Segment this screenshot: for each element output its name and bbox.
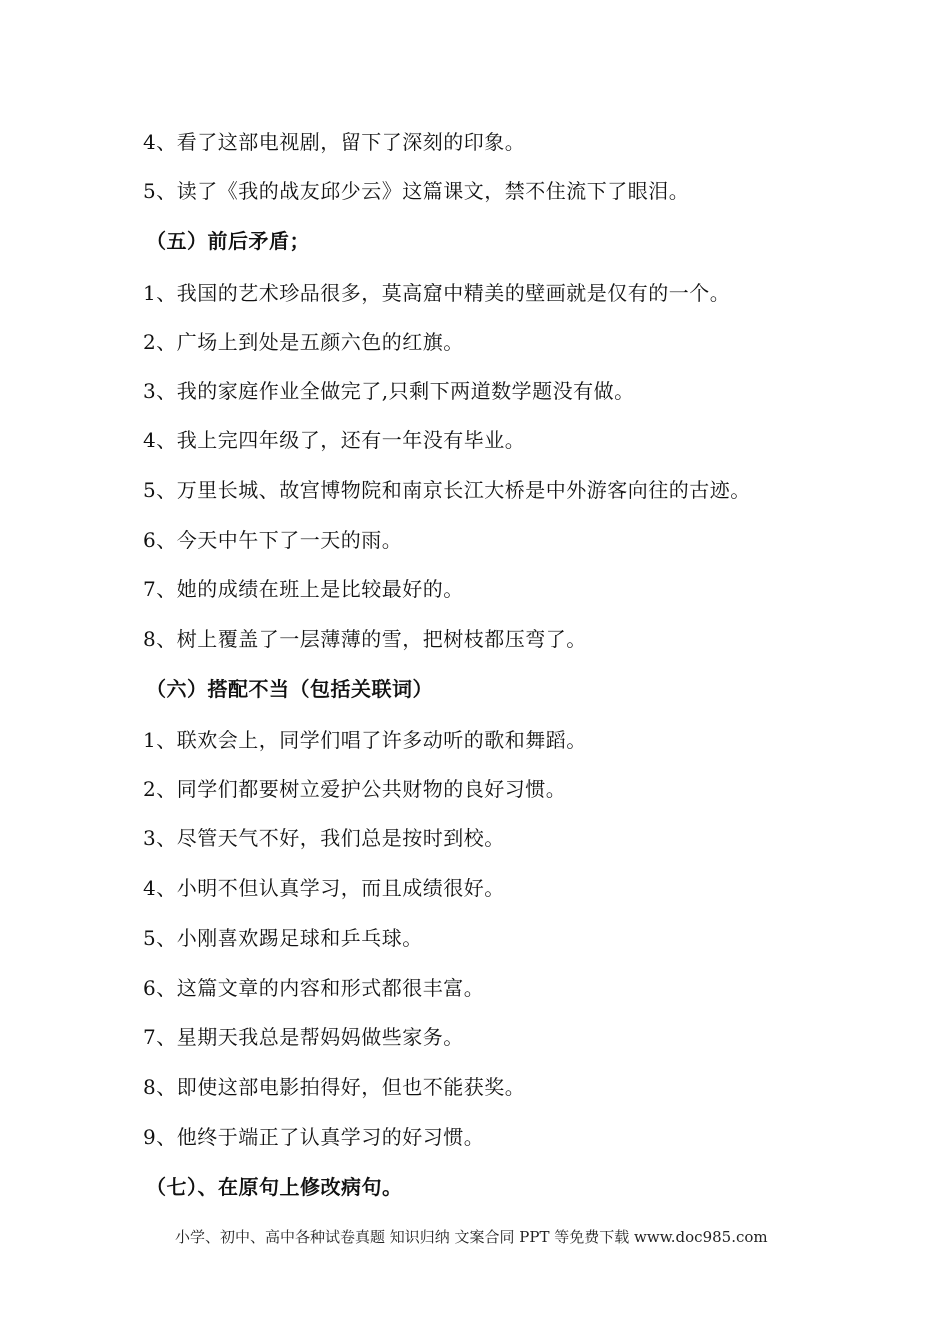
sentence-item: 2、广场上到处是五颜六色的红旗。	[143, 330, 464, 354]
sentence-item: 3、我的家庭作业全做完了,只剩下两道数学题没有做。	[143, 379, 635, 403]
sentence-item: 1、联欢会上，同学们唱了许多动听的歌和舞蹈。	[143, 728, 587, 752]
sentence-item: 6、这篇文章的内容和形式都很丰富。	[143, 976, 485, 1000]
sentence-item: 2、同学们都要树立爱护公共财物的良好习惯。	[143, 777, 567, 801]
sentence-item: 4、我上完四年级了，还有一年没有毕业。	[143, 428, 526, 452]
section-heading: （六）搭配不当（包括关联词）	[146, 677, 433, 701]
sentence-item: 7、星期天我总是帮妈妈做些家务。	[143, 1025, 464, 1049]
sentence-item: 6、今天中午下了一天的雨。	[143, 528, 403, 552]
page-footer: 小学、初中、高中各种试卷真题 知识归纳 文案合同 PPT 等免费下载 www.doc985.com	[175, 1228, 768, 1246]
sentence-item: 8、树上覆盖了一层薄薄的雪，把树枝都压弯了。	[143, 627, 587, 651]
sentence-item: 7、她的成绩在班上是比较最好的。	[143, 577, 464, 601]
sentence-item: 3、尽管天气不好，我们总是按时到校。	[143, 826, 505, 850]
sentence-item: 5、万里长城、故宫博物院和南京长江大桥是中外游客向往的古迹。	[143, 478, 751, 502]
sentence-item: 9、他终于端正了认真学习的好习惯。	[143, 1125, 485, 1149]
sentence-item: 8、即使这部电影拍得好，但也不能获奖。	[143, 1075, 526, 1099]
sentence-item: 4、看了这部电视剧，留下了深刻的印象。	[143, 130, 526, 154]
sentence-item: 4、小明不但认真学习，而且成绩很好。	[143, 876, 505, 900]
sentence-item: 5、小刚喜欢踢足球和乒乓球。	[143, 926, 423, 950]
sentence-item: 1、我国的艺术珍品很多，莫高窟中精美的壁画就是仅有的一个。	[143, 281, 731, 305]
sentence-item: 5、读了《我的战友邱少云》这篇课文，禁不住流下了眼泪。	[143, 179, 690, 203]
section-heading: （五）前后矛盾；	[146, 229, 310, 253]
section-heading: （七）、在原句上修改病句。	[146, 1175, 403, 1199]
